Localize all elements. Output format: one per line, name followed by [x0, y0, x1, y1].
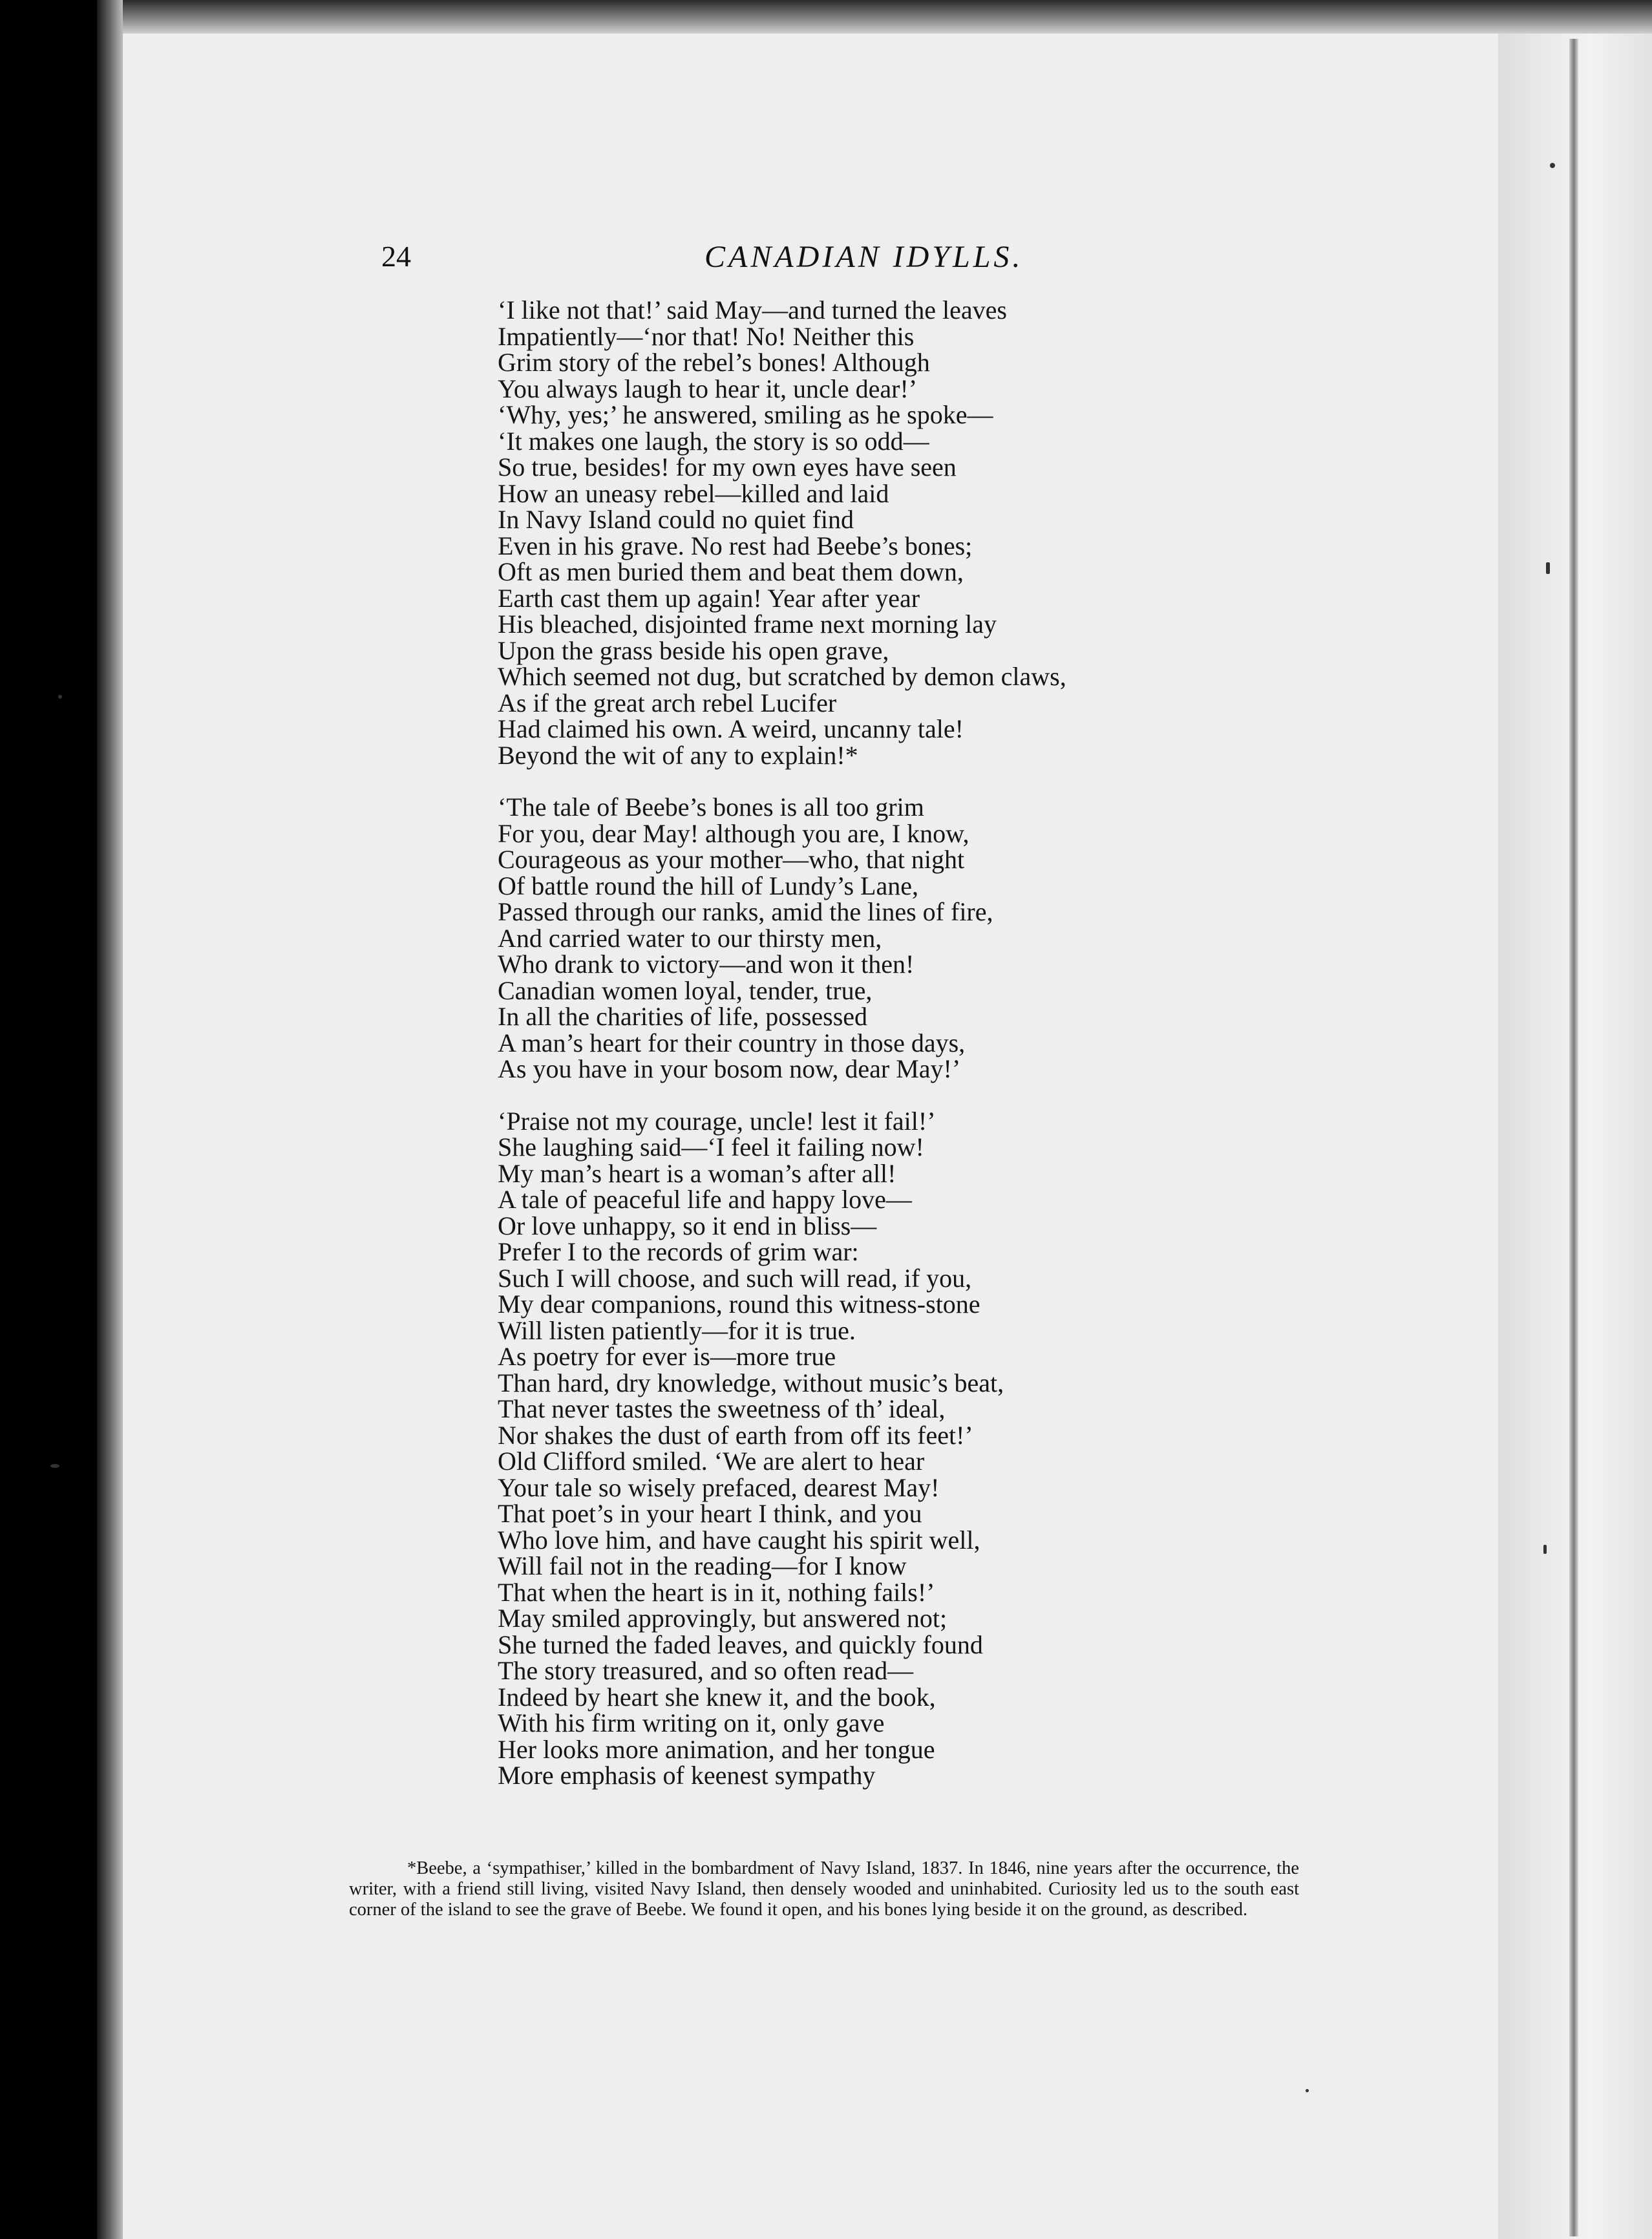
poem-line: So true, besides! for my own eyes have seen: [498, 452, 957, 482]
poem-line: A man’s heart for their country in those days,: [498, 1028, 966, 1057]
poem-line: The story treasured, and so often read—: [498, 1656, 914, 1685]
poem-line: ‘Praise not my courage, uncle! lest it fail!’: [498, 1106, 936, 1136]
poem-line: A tale of peaceful life and happy love—: [498, 1185, 912, 1214]
poem-line: Prefer I to the records of grim war:: [498, 1237, 859, 1266]
binding-shadow: [97, 0, 123, 2239]
poem-line: Old Clifford smiled. ‘We are alert to hear: [498, 1447, 925, 1476]
poem-line: She laughing said—‘I feel it failing now!: [498, 1132, 924, 1162]
poem-line: With his firm writing on it, only gave: [498, 1708, 885, 1737]
poem-line: Earth cast them up again! Year after year: [498, 583, 920, 613]
poem-line: Grim story of the rebel’s bones! Although: [498, 348, 930, 377]
poem-line: Even in his grave. No rest had Beebe’s bones;: [498, 531, 973, 560]
poem-line: Of battle round the hill of Lundy’s Lane,: [498, 871, 918, 900]
poem-line: My dear companions, round this witness-stone: [498, 1289, 980, 1319]
scan-speck: [1306, 2089, 1309, 2092]
scan-speck: [50, 1464, 59, 1468]
poem-line: Will fail not in the reading—for I know: [498, 1551, 907, 1580]
poem-line: Or love unhappy, so it end in bliss—: [498, 1211, 877, 1240]
poem-line: As poetry for ever is—more true: [498, 1342, 836, 1371]
running-title: CANADIAN IDYLLS.: [704, 240, 1024, 274]
poem-line: May smiled approvingly, but answered not;: [498, 1604, 948, 1633]
poem-line: His bleached, disjointed frame next morning lay: [498, 610, 997, 639]
poem-line: And carried water to our thirsty men,: [498, 923, 882, 953]
poem-line: Her looks more animation, and her tongue: [498, 1734, 935, 1764]
poem-line: ‘Why, yes;’ he answered, smiling as he spoke—: [498, 400, 993, 429]
footnote: *Beebe, a ‘sympathiser,’ killed in the bombardment of Navy Island, 1837. In 1846, nine years after the occurrence, the writer, with a friend still living, visited Navy Island, then densely wooded and uninhabited. Curiosity led us to the south east corner of the island to see the grave of Beebe. We found it open, and his bones lying beside it on the ground, as described.: [349, 1858, 1299, 1920]
poem-line: Such I will choose, and such will read, if you,: [498, 1263, 972, 1293]
scan-speck: [1550, 163, 1555, 168]
poem-line: That poet’s in your heart I think, and you: [498, 1499, 922, 1528]
poem-line: Beyond the wit of any to explain!*: [498, 740, 858, 770]
poem-line: As you have in your bosom now, dear May!’: [498, 1054, 961, 1083]
poem-line: Courageous as your mother—who, that night: [498, 845, 965, 874]
poem-line: Who love him, and have caught his spirit well,: [498, 1525, 980, 1555]
stanza-1: [498, 297, 1312, 769]
stanza-3: [498, 1106, 1312, 1790]
poem-line: ‘It makes one laugh, the story is so odd—: [498, 426, 929, 456]
poem-line: Will listen patiently—for it is true.: [498, 1315, 856, 1345]
page-number: 24: [381, 240, 411, 273]
poem-line: Oft as men buried them and beat them down,: [498, 557, 964, 586]
poem-line: For you, dear May! although you are, I know,: [498, 818, 969, 848]
poem-line: Your tale so wisely prefaced, dearest May!: [498, 1472, 940, 1502]
poem-line: You always laugh to hear it, uncle dear!’: [498, 374, 918, 403]
page-gutter-shadow: [1569, 39, 1578, 2236]
poem-line: Nor shakes the dust of earth from off its feet!’: [498, 1420, 973, 1450]
top-page-edge: [123, 0, 1652, 34]
poem-line: Than hard, dry knowledge, without music’s beat,: [498, 1368, 1004, 1397]
poem-line: That never tastes the sweetness of th’ ideal,: [498, 1394, 946, 1423]
poem-line: She turned the faded leaves, and quickly found: [498, 1629, 983, 1659]
poem-line: In Navy Island could no quiet find: [498, 505, 854, 534]
poem-line: In all the charities of life, possessed: [498, 1002, 868, 1031]
poem-line: Canadian women loyal, tender, true,: [498, 975, 873, 1005]
poem-line: ‘The tale of Beebe’s bones is all too grim: [498, 792, 924, 822]
scan-speck: [58, 695, 62, 699]
poem-line: Indeed by heart she knew it, and the book,: [498, 1682, 936, 1712]
scan-speck: [1543, 1545, 1547, 1554]
poem-line: Who drank to victory—and won it then!: [498, 950, 915, 979]
poem-line: Passed through our ranks, amid the lines of fire,: [498, 897, 993, 926]
poem-line: Upon the grass beside his open grave,: [498, 635, 889, 665]
poem-line: ‘I like not that!’ said May—and turned the leaves: [498, 295, 1007, 324]
poem-line: How an uneasy rebel—killed and laid: [498, 478, 889, 508]
stanza-2: [498, 794, 1312, 1083]
poem-line: More emphasis of keenest sympathy: [498, 1761, 876, 1790]
scan-speck: [1546, 562, 1550, 574]
poem-line: Impatiently—‘nor that! No! Neither this: [498, 321, 915, 351]
poem-body: [498, 297, 1312, 1815]
poem-line: Had claimed his own. A weird, uncanny tale!: [498, 714, 964, 743]
poem-line: That when the heart is in it, nothing fails!’: [498, 1577, 935, 1607]
poem-line: My man’s heart is a woman’s after all!: [498, 1158, 896, 1188]
poem-line: As if the great arch rebel Lucifer: [498, 688, 837, 717]
poem-line: Which seemed not dug, but scratched by demon claws,: [498, 662, 1066, 691]
